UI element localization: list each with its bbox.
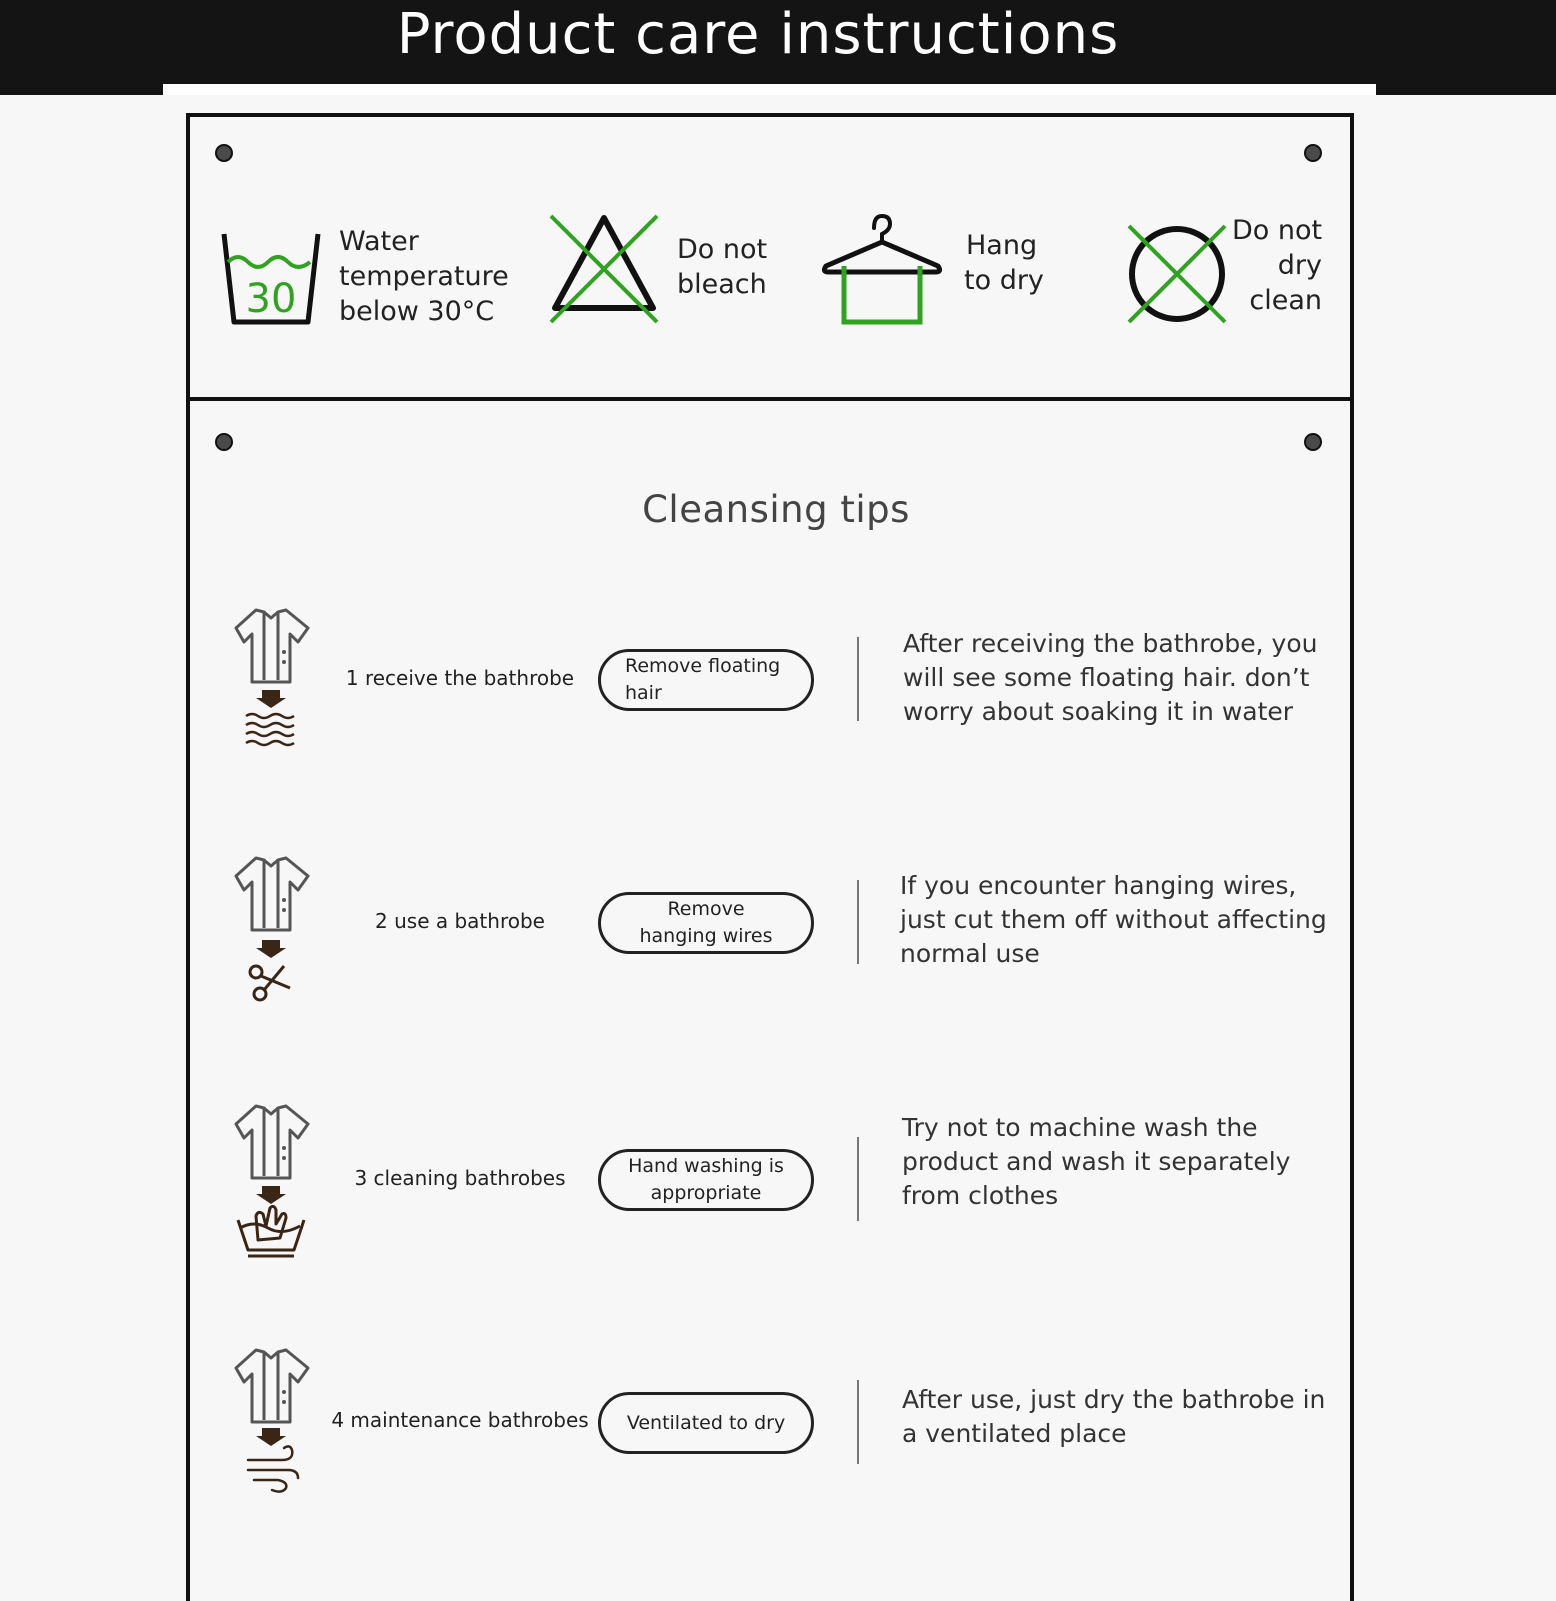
pin-dot: [215, 144, 233, 162]
divider: [857, 1137, 859, 1221]
bathrobe-water-icon: [228, 604, 314, 752]
hang-to-dry-icon: [820, 210, 944, 328]
desc-line: After receiving the bathrobe, you: [903, 629, 1318, 658]
step-description: [903, 627, 1343, 729]
page-title: Product care instructions: [396, 2, 1120, 67]
pill-line: Hand washing is: [628, 1155, 784, 1177]
pill-line: appropriate: [650, 1182, 762, 1204]
wash-temperature-number: 30: [245, 276, 297, 322]
step-action-pill: [598, 1149, 814, 1211]
care-label-bleach: [677, 232, 767, 302]
desc-line: After use, just dry the bathrobe in: [902, 1385, 1326, 1414]
divider: [857, 880, 859, 964]
desc-line: just cut them off without affecting: [900, 905, 1327, 934]
pill-line: hanging wires: [639, 925, 773, 947]
pin-dot: [1304, 433, 1322, 451]
care-label-water: [339, 224, 509, 329]
care-label-line: Water: [339, 226, 419, 257]
desc-line: from clothes: [902, 1181, 1059, 1210]
desc-line: Try not to machine wash the: [902, 1113, 1258, 1142]
pill-line: hair: [625, 682, 662, 704]
step-label: 4 maintenance bathrobes: [331, 1408, 589, 1432]
desc-line: will see some floating hair. don’t: [903, 663, 1310, 692]
step-label: 2 use a bathrobe: [375, 909, 545, 933]
step-description: [902, 1383, 1342, 1451]
care-label-hang: [964, 228, 1044, 298]
pill-line: Remove floating: [625, 655, 781, 677]
bathrobe-handwash-icon: [228, 1100, 314, 1262]
care-label-dry-clean: [1232, 213, 1322, 318]
care-label-line: Do not: [1232, 215, 1323, 246]
step-description: [900, 869, 1330, 971]
wash-30-tub-icon: [218, 228, 324, 328]
step-action-pill: [598, 1392, 814, 1454]
header-underline: [163, 84, 1376, 95]
care-label-line: below 30°C: [339, 296, 495, 327]
care-label-line: clean: [1249, 285, 1322, 316]
care-label-line: Hang: [966, 230, 1038, 261]
pill-line: Remove: [667, 898, 745, 920]
do-not-bleach-icon: [547, 212, 661, 326]
care-label-line: Do not: [677, 234, 768, 265]
step-action-pill: [598, 649, 814, 711]
care-label-line: bleach: [677, 269, 767, 300]
desc-line: If you encounter hanging wires,: [900, 871, 1297, 900]
tips-title: Cleansing tips: [642, 488, 910, 531]
pin-dot: [215, 433, 233, 451]
bathrobe-wind-icon: [228, 1344, 314, 1500]
divider: [857, 637, 859, 721]
step-label: 1 receive the bathrobe: [345, 666, 575, 690]
desc-line: worry about soaking it in water: [903, 697, 1294, 726]
desc-line: a ventilated place: [902, 1419, 1127, 1448]
divider: [857, 1380, 859, 1464]
pill-line: Ventilated to dry: [626, 1411, 786, 1434]
desc-line: product and wash it separately: [902, 1147, 1291, 1176]
care-label-line: temperature: [339, 261, 509, 292]
desc-line: normal use: [900, 939, 1040, 968]
step-label: 3 cleaning bathrobes: [354, 1166, 566, 1190]
care-label-line: to dry: [964, 265, 1044, 296]
bathrobe-scissors-icon: [228, 852, 314, 1008]
do-not-dry-clean-icon: [1125, 222, 1229, 326]
step-description: [902, 1111, 1342, 1213]
care-label-line: dry: [1277, 250, 1322, 281]
pin-dot: [1304, 144, 1322, 162]
step-action-pill: [598, 892, 814, 954]
